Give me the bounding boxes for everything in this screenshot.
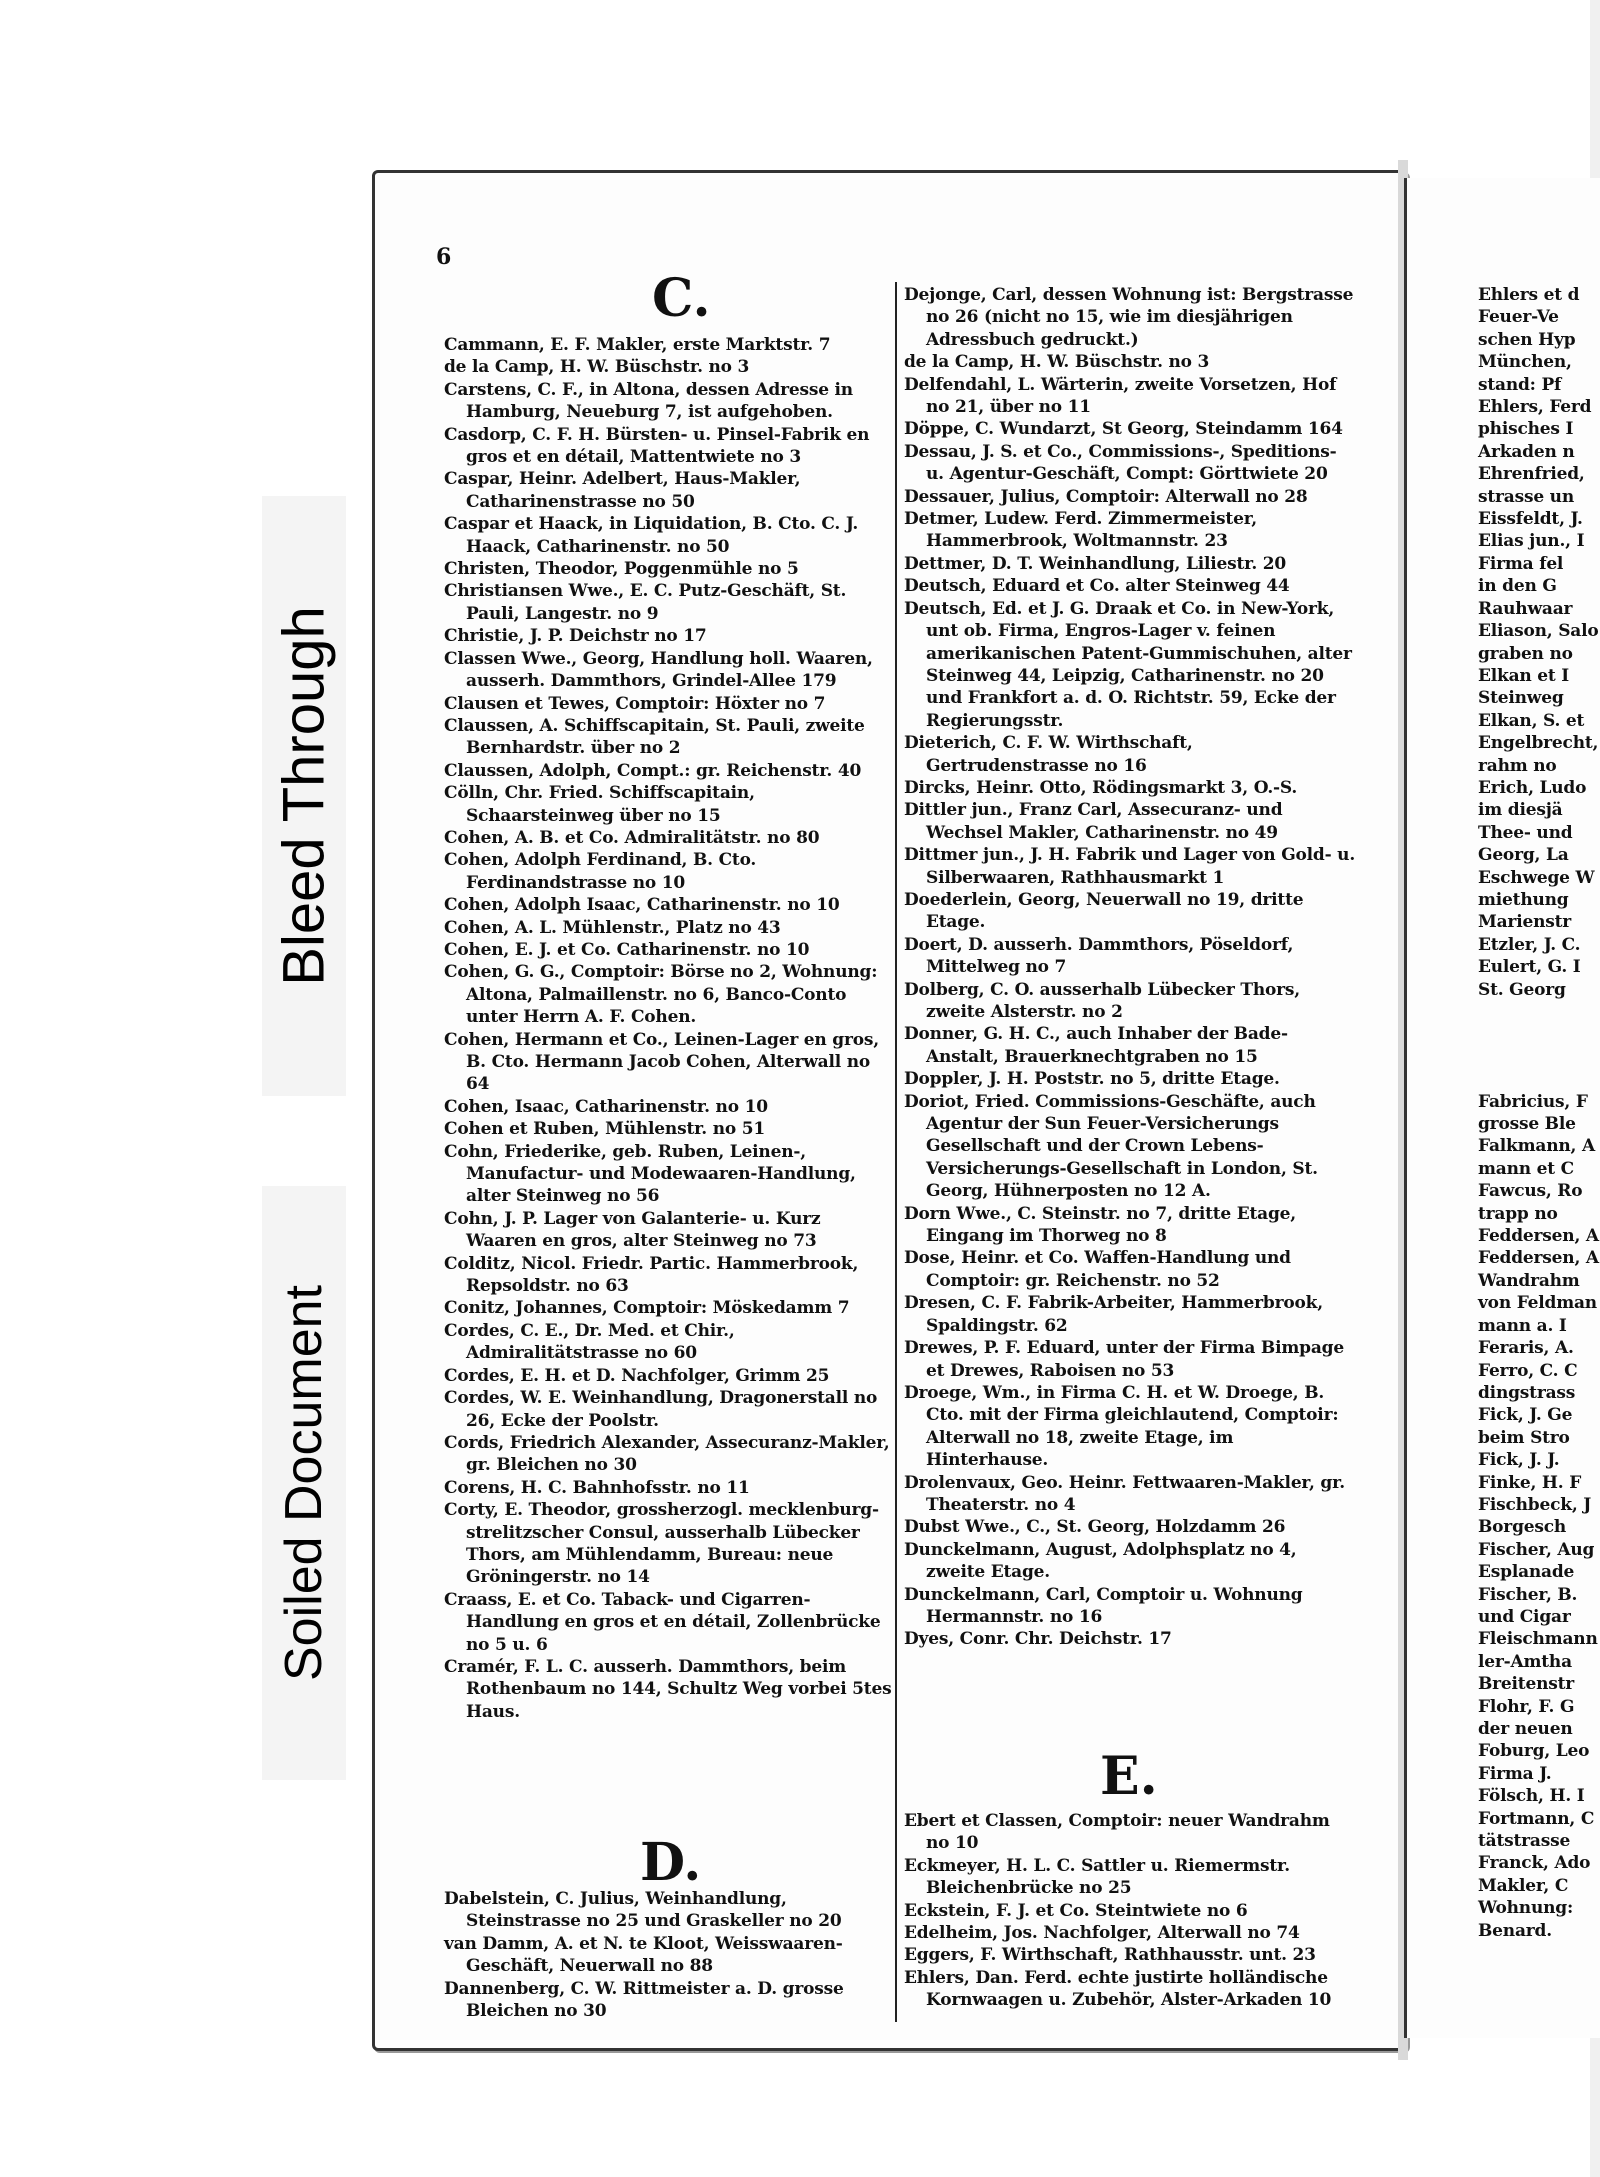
directory-entry: van Damm, A. et N. te Kloot, Weisswaaren-Geschäft, Neuerwall no 88 xyxy=(444,1933,843,1977)
directory-entry: Steinweg xyxy=(1478,688,1564,709)
column-e-entries xyxy=(904,1810,1356,2012)
column-divider xyxy=(895,282,897,2022)
directory-entry: Fölsch, H. I xyxy=(1478,1786,1585,1807)
directory-entry: Ehrenfried, xyxy=(1478,464,1585,485)
directory-entry: Dessauer, Julius, Comptoir: Alterwall no 28 xyxy=(904,486,1308,507)
directory-entry: Thee- und xyxy=(1478,822,1573,843)
directory-entry: Cordes, W. E. Weinhandlung, Dragonerstall no 26, Ecke der Poolstr. xyxy=(444,1388,878,1431)
directory-entry: de la Camp, H. W. Büschstr. no 3 xyxy=(444,357,750,378)
directory-entry: Christen, Theodor, Poggenmühle no 5 xyxy=(444,559,799,580)
directory-entry: Donner, G. H. C., auch Inhaber der Bade-Anstalt, Brauerknechtgraben no 15 xyxy=(904,1024,1288,1067)
directory-entry: Fleischmann xyxy=(1478,1629,1598,1650)
directory-entry: Etzler, J. C. xyxy=(1478,934,1581,955)
directory-entry: Cohen, Adolph Ferdinand, B. Cto. Ferdinandstrasse no 10 xyxy=(444,850,757,893)
directory-entry: Erich, Ludo xyxy=(1478,777,1587,798)
directory-entry: Cohn, J. P. Lager von Galanterie- u. Kurz Waaren en gros, alter Steinweg no 73 xyxy=(444,1208,821,1252)
directory-entry: Fabricius, F xyxy=(1478,1091,1588,1112)
directory-entry: Dittler jun., Franz Carl, Assecuranz- und Wechsel Makler, Catharinenstr. no 49 xyxy=(904,800,1283,843)
section-letter-d: D. xyxy=(640,1832,702,1893)
facing-page-entries xyxy=(1478,284,1600,1942)
directory-entry: ler-Amtha xyxy=(1478,1651,1572,1672)
directory-entry: München, xyxy=(1478,352,1572,373)
directory-entry: Eliason, Salo xyxy=(1478,621,1599,642)
directory-entry: Colditz, Nicol. Friedr. Partic. Hammerbrook, Repsoldstr. no 63 xyxy=(444,1253,859,1297)
directory-entry: Dessau, J. S. et Co., Commissions-, Speditions- u. Agentur-Geschäft, Compt: Görttwiete 20 xyxy=(904,441,1337,485)
directory-entry xyxy=(1478,1068,1600,1090)
bleed-through-label-strip xyxy=(262,496,346,1096)
directory-entry: Dittmer jun., J. H. Fabrik und Lager von Gold- u. Silberwaaren, Rathhausmarkt 1 xyxy=(904,845,1356,888)
directory-entry: Doriot, Fried. Commissions-Geschäfte, auch Agentur der Sun Feuer-Versicherungs Gesellschaft und der Crown Lebens-Versicherungs-Gesellschaft in London, St. Georg, Hühnerposten no 12 A. xyxy=(904,1091,1318,1202)
directory-entry: schen Hyp xyxy=(1478,329,1576,350)
directory-entry: Franck, Ado xyxy=(1478,1853,1591,1874)
directory-entry: Cohen, Adolph Isaac, Catharinenstr. no 10 xyxy=(444,895,840,916)
directory-entry: Cords, Friedrich Alexander, Assecuranz-Makler, gr. Bleichen no 30 xyxy=(444,1432,890,1476)
directory-entry: stand: Pf xyxy=(1478,374,1562,395)
directory-entry: Elkan, S. et xyxy=(1478,710,1585,731)
directory-entry: Rauhwaar xyxy=(1478,598,1573,619)
directory-entry: Dunckelmann, August, Adolphsplatz no 4, zweite Etage. xyxy=(904,1539,1297,1583)
directory-entry: Dieterich, C. F. W. Wirthschaft, Gertrudenstrasse no 16 xyxy=(904,733,1193,776)
directory-entry: grosse Ble xyxy=(1478,1114,1576,1135)
directory-entry: Christie, J. P. Deichstr no 17 xyxy=(444,626,707,647)
directory-entry: Wohnung: xyxy=(1478,1898,1574,1919)
directory-entry: Ehlers, Dan. Ferd. echte justirte holländische Kornwaagen u. Zubehör, Alster-Arkaden 10 xyxy=(904,1967,1332,2011)
directory-entry: Ferro, C. C xyxy=(1478,1360,1578,1381)
directory-entry: Feddersen, A xyxy=(1478,1248,1599,1269)
directory-entry: Dyes, Conr. Chr. Deichstr. 17 xyxy=(904,1629,1172,1650)
directory-entry: Cohen, G. G., Comptoir: Börse no 2, Wohnung: Altona, Palmaillenstr. no 6, Banco-Conto unter Herrn A. F. Cohen. xyxy=(444,962,878,1028)
directory-entry xyxy=(1478,1001,1600,1023)
directory-entry: von Feldman xyxy=(1478,1293,1597,1314)
directory-entry: Firma J. xyxy=(1478,1763,1552,1784)
directory-entry: Breitenstr xyxy=(1478,1674,1575,1695)
directory-entry: Conitz, Johannes, Comptoir: Möskedamm 7 xyxy=(444,1298,850,1319)
directory-entry: Elias jun., I xyxy=(1478,531,1585,552)
directory-entry: Dubst Wwe., C., St. Georg, Holzdamm 26 xyxy=(904,1517,1286,1538)
directory-entry: dingstrass xyxy=(1478,1382,1576,1403)
directory-entry: Döppe, C. Wundarzt, St Georg, Steindamm 164 xyxy=(904,419,1343,440)
directory-entry: Benard. xyxy=(1478,1920,1552,1941)
directory-entry: Caspar, Heinr. Adelbert, Haus-Makler, Catharinenstrasse no 50 xyxy=(444,469,801,512)
directory-entry: Doederlein, Georg, Neuerwall no 19, dritte Etage. xyxy=(904,889,1304,933)
directory-entry: miethung xyxy=(1478,889,1569,910)
directory-entry: rahm no xyxy=(1478,755,1557,776)
directory-entry: Corens, H. C. Bahnhofsstr. no 11 xyxy=(444,1477,750,1498)
directory-entry: Caspar et Haack, in Liquidation, B. Cto. C. J. Haack, Catharinenstr. no 50 xyxy=(444,514,859,557)
directory-entry: Detmer, Ludew. Ferd. Zimmermeister, Hammerbrook, Woltmannstr. 23 xyxy=(904,509,1257,552)
directory-entry: Drewes, P. F. Eduard, unter der Firma Bimpage et Drewes, Raboisen no 53 xyxy=(904,1338,1344,1381)
directory-entry: und Cigar xyxy=(1478,1606,1571,1627)
directory-entry: Engelbrecht, xyxy=(1478,733,1599,754)
directory-entry: Cohen, A. L. Mühlenstr., Platz no 43 xyxy=(444,917,781,938)
page-number: 6 xyxy=(436,244,452,270)
directory-entry: Dolberg, C. O. ausserhalb Lübecker Thors, zweite Alsterstr. no 2 xyxy=(904,979,1300,1022)
directory-entry: graben no xyxy=(1478,643,1573,664)
directory-entry: Classen Wwe., Georg, Handlung holl. Waaren, ausserh. Dammthors, Grindel-Allee 179 xyxy=(444,648,873,692)
directory-entry: Dircks, Heinr. Otto, Rödingsmarkt 3, O.-S. xyxy=(904,777,1298,798)
column-c-entries xyxy=(444,334,892,1723)
directory-entry: St. Georg xyxy=(1478,979,1566,1000)
directory-entry: Edelheim, Jos. Nachfolger, Alterwall no 74 xyxy=(904,1923,1300,1944)
directory-entry: Eschwege W xyxy=(1478,867,1595,888)
directory-entry: strasse un xyxy=(1478,486,1574,507)
directory-entry: Claussen, A. Schiffscapitain, St. Pauli, zweite Bernhardstr. über no 2 xyxy=(444,715,865,759)
section-letter-e: E. xyxy=(1100,1746,1158,1807)
directory-entry: Fischbeck, J xyxy=(1478,1494,1592,1515)
directory-entry: Borgesch xyxy=(1478,1517,1567,1538)
directory-entry: Christiansen Wwe., E. C. Putz-Geschäft, St. Pauli, Langestr. no 9 xyxy=(444,581,847,624)
directory-entry: Delfendahl, L. Wärterin, zweite Vorsetzen, Hof no 21, über no 11 xyxy=(904,374,1337,418)
directory-entry: Wandrahm xyxy=(1478,1270,1580,1291)
directory-entry: Doert, D. ausserh. Dammthors, Pöseldorf, Mittelweg no 7 xyxy=(904,934,1294,978)
directory-entry: Feuer-Ve xyxy=(1478,307,1559,328)
directory-entry: Flohr, F. G xyxy=(1478,1696,1575,1717)
directory-entry: Ehlers et d xyxy=(1478,285,1580,305)
directory-entry: Cohen, A. B. et Co. Admiralitätstr. no 80 xyxy=(444,827,820,848)
directory-entry: Dorn Wwe., C. Steinstr. no 7, dritte Etage, Eingang im Thorweg no 8 xyxy=(904,1203,1296,1247)
directory-entry: Falkmann, A xyxy=(1478,1136,1595,1157)
directory-entry xyxy=(1478,1023,1600,1045)
directory-entry: Carstens, C. F., in Altona, dessen Adresse in Hamburg, Neueburg 7, ist aufgehoben. xyxy=(444,379,853,423)
directory-entry: Fischer, Aug xyxy=(1478,1539,1595,1560)
directory-entry: Eulert, G. I xyxy=(1478,957,1581,978)
soiled-document-label-strip xyxy=(262,1186,346,1780)
directory-entry: Fawcus, Ro xyxy=(1478,1181,1583,1202)
directory-entry: de la Camp, H. W. Büschstr. no 3 xyxy=(904,352,1210,373)
directory-entry: Dose, Heinr. et Co. Waffen-Handlung und Comptoir: gr. Reichenstr. no 52 xyxy=(904,1248,1291,1291)
directory-entry: Dresen, C. F. Fabrik-Arbeiter, Hammerbrook, Spaldingstr. 62 xyxy=(904,1293,1323,1336)
directory-entry: Clausen et Tewes, Comptoir: Höxter no 7 xyxy=(444,693,826,714)
directory-entry: Eissfeldt, J. xyxy=(1478,509,1583,530)
soiled-document-label: Soiled Document xyxy=(275,1285,333,1681)
section-letter-c: C. xyxy=(652,268,711,329)
directory-entry: mann a. I xyxy=(1478,1315,1567,1336)
directory-entry: Cohn, Friederike, geb. Ruben, Leinen-, Manufactur- und Modewaaren-Handlung, alter Steinweg no 56 xyxy=(444,1141,856,1207)
directory-entry: Ebert et Classen, Comptoir: neuer Wandrahm no 10 xyxy=(904,1811,1330,1854)
directory-entry: Fortmann, C xyxy=(1478,1808,1595,1829)
directory-entry: in den G xyxy=(1478,576,1557,597)
directory-entry: Cölln, Chr. Fried. Schiffscapitain, Schaarsteinweg über no 15 xyxy=(444,783,755,826)
column-d-continued-entries xyxy=(904,284,1356,1651)
directory-entry: trapp no xyxy=(1478,1203,1558,1224)
directory-entry: Cohen et Ruben, Mühlenstr. no 51 xyxy=(444,1119,765,1140)
directory-entry: Georg, La xyxy=(1478,845,1569,866)
directory-entry: Eckmeyer, H. L. C. Sattler u. Riemermstr. Bleichenbrücke no 25 xyxy=(904,1855,1290,1899)
directory-entry: Doppler, J. H. Poststr. no 5, dritte Etage. xyxy=(904,1069,1280,1090)
directory-entry: Craass, E. et Co. Taback- und Cigarren-Handlung en gros et en détail, Zollenbrücke no 5 u. 6 xyxy=(444,1589,881,1655)
directory-entry: Feraris, A. xyxy=(1478,1338,1574,1359)
directory-entry xyxy=(1478,1046,1600,1068)
directory-entry: Eggers, F. Wirthschaft, Rathhausstr. unt. 23 xyxy=(904,1945,1316,1966)
directory-entry: Dejonge, Carl, dessen Wohnung ist: Bergstrasse no 26 (nicht no 15, wie im diesjährigen Adressbuch gedruckt.) xyxy=(904,285,1354,350)
directory-entry: Ehlers, Ferd xyxy=(1478,397,1592,418)
directory-entry: Cammann, E. F. Makler, erste Marktstr. 7 xyxy=(444,335,831,355)
directory-entry: Fick, J. Ge xyxy=(1478,1405,1573,1426)
directory-entry: Elkan et I xyxy=(1478,665,1570,686)
directory-entry: tätstrasse xyxy=(1478,1831,1571,1852)
directory-entry: Eckstein, F. J. et Co. Steintwiete no 6 xyxy=(904,1900,1248,1921)
directory-entry: Deutsch, Ed. et J. G. Draak et Co. in New-York, unt ob. Firma, Engros-Lager v. feinen amerikanischen Patent-Gummischuhen, alter Steinweg 44, Leipzig, Catharinenstr. no 20 und Frankfort a. d. O. Richtstr. 59, Ecke der Regierungsstr. xyxy=(904,598,1352,731)
directory-entry: im diesjä xyxy=(1478,800,1563,821)
directory-entry: Arkaden n xyxy=(1478,441,1575,462)
directory-entry: Drolenvaux, Geo. Heinr. Fettwaaren-Makler, gr. Theaterstr. no 4 xyxy=(904,1472,1345,1515)
directory-entry: Finke, H. F xyxy=(1478,1472,1582,1493)
directory-entry: Dabelstein, C. Julius, Weinhandlung, Steinstrasse no 25 und Graskeller no 20 xyxy=(444,1889,842,1932)
directory-entry: Cohen, E. J. et Co. Catharinenstr. no 10 xyxy=(444,939,810,960)
directory-entry: beim Stro xyxy=(1478,1427,1570,1448)
directory-entry: Makler, C xyxy=(1478,1875,1569,1896)
directory-entry: Claussen, Adolph, Compt.: gr. Reichenstr. 40 xyxy=(444,760,862,781)
column-d-entries xyxy=(444,1888,892,2022)
directory-entry: Cohen, Isaac, Catharinenstr. no 10 xyxy=(444,1096,768,1117)
directory-entry: Fick, J. J. xyxy=(1478,1450,1560,1471)
directory-entry: Marienstr xyxy=(1478,912,1572,933)
directory-entry: Droege, Wm., in Firma C. H. et W. Droege, B. Cto. mit der Firma gleichlautend, Comptoir: Alterwall no 18, zweite Etage, im Hinterhause. xyxy=(904,1382,1339,1471)
directory-entry: Cordes, E. H. et D. Nachfolger, Grimm 25 xyxy=(444,1365,830,1386)
directory-entry: phisches I xyxy=(1478,419,1574,440)
directory-entry: Firma fel xyxy=(1478,553,1564,574)
directory-entry: Cohen, Hermann et Co., Leinen-Lager en gros, B. Cto. Hermann Jacob Cohen, Alterwall no 64 xyxy=(444,1029,879,1095)
directory-entry: Esplanade xyxy=(1478,1562,1575,1583)
directory-entry: Fischer, B. xyxy=(1478,1584,1578,1605)
directory-entry: Foburg, Leo xyxy=(1478,1741,1590,1762)
directory-entry: der neuen xyxy=(1478,1719,1573,1739)
directory-entry: Cramér, F. L. C. ausserh. Dammthors, beim Rothenbaum no 144, Schultz Weg vorbei 5tes Haus. xyxy=(444,1656,892,1722)
directory-entry: Dettmer, D. T. Weinhandlung, Liliestr. 20 xyxy=(904,553,1287,574)
directory-entry: Casdorp, C. F. H. Bürsten- u. Pinsel-Fabrik en gros et en détail, Mattentwiete no 3 xyxy=(444,424,870,468)
directory-entry: Dannenberg, C. W. Rittmeister a. D. grosse Bleichen no 30 xyxy=(444,1978,844,2022)
directory-entry: Cordes, C. E., Dr. Med. et Chir., Admiralitätstrasse no 60 xyxy=(444,1320,735,1364)
bleed-through-label: Bleed Through xyxy=(271,606,337,986)
directory-entry: mann et C xyxy=(1478,1158,1574,1179)
directory-entry: Dunckelmann, Carl, Comptoir u. Wohnung Hermannstr. no 16 xyxy=(904,1584,1303,1627)
directory-entry: Corty, E. Theodor, grossherzogl. mecklenburg-strelitzscher Consul, ausserhalb Lübecker Thors, am Mühlendamm, Bureau: neue Gröningerstr. no 14 xyxy=(444,1500,879,1588)
directory-entry: Deutsch, Eduard et Co. alter Steinweg 44 xyxy=(904,576,1290,597)
directory-entry: Feddersen, A xyxy=(1478,1226,1599,1247)
